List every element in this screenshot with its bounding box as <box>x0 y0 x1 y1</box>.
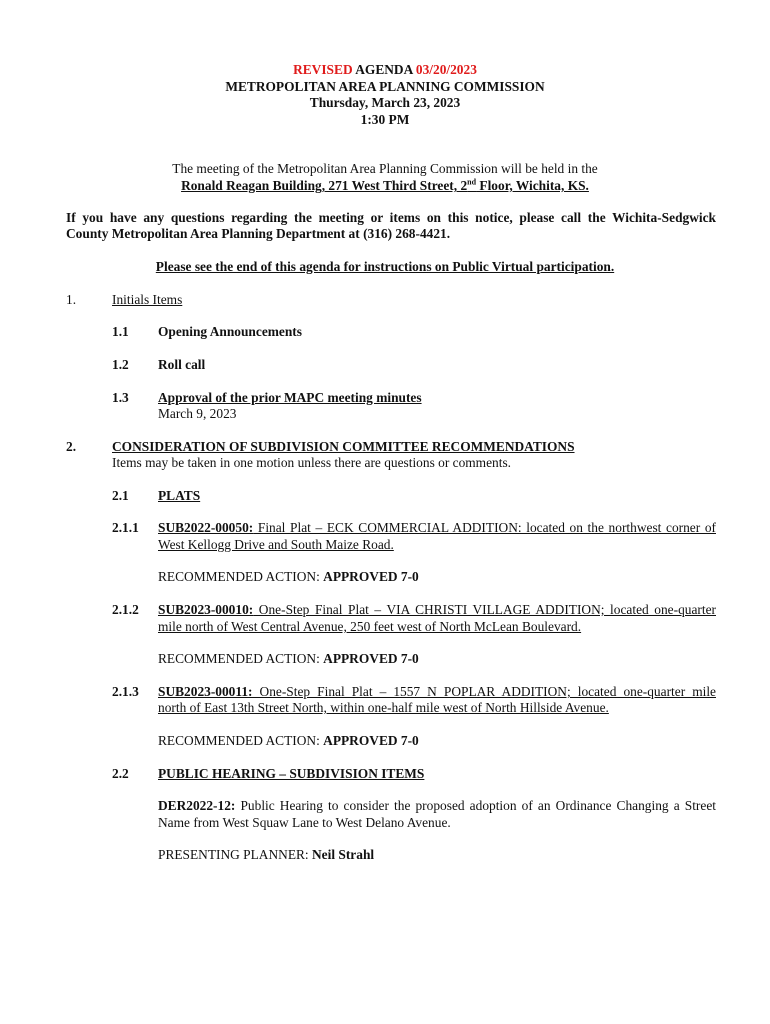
presenting-planner <box>158 847 716 864</box>
item-2-2-number: 2.2 <box>112 766 129 781</box>
questions-line-1: If you have any questions regarding the meeting or items on this notice, please call the Wichita-Sedgwick <box>66 210 716 225</box>
case-description: One-Step Final Plat – VIA CHRISTI VILLAGE ADDITION; located one-quarter <box>253 602 716 617</box>
agenda-heading <box>0 62 770 79</box>
planner-label: PRESENTING PLANNER: <box>158 847 312 862</box>
item-2-1-2-line-2: mile north of West Central Avenue, 250 feet west of North McLean Boulevard. <box>158 619 582 634</box>
hearing-line-1 <box>158 798 716 815</box>
case-description: Final Plat – ECK COMMERCIAL ADDITION: located on the northwest corner of <box>253 520 716 535</box>
item-2-1-1-number: 2.1.1 <box>112 520 139 535</box>
action-value: APPROVED 7-0 <box>323 733 419 748</box>
item-2-1-3-line-2: north of East 13th Street North, within one-half mile west of North Hillside Avenue. <box>158 700 609 715</box>
questions-line-2: County Metropolitan Area Planning Department at (316) 268-4421. <box>66 226 451 241</box>
item-1-2-title: Roll call <box>158 357 206 372</box>
item-2-1-1-line-2: West Kellogg Drive and South Maize Road. <box>158 537 394 552</box>
case-description: One-Step Final Plat – 1557 N POPLAR ADDITION; located one-quarter mile <box>252 684 716 699</box>
action-label: RECOMMENDED ACTION: <box>158 651 324 666</box>
action-value: APPROVED 7-0 <box>323 651 419 666</box>
item-2-1-2-action <box>158 651 716 668</box>
floor-suffix: nd <box>467 177 477 187</box>
action-label: RECOMMENDED ACTION: <box>158 733 324 748</box>
item-1-2-number: 1.2 <box>112 357 129 372</box>
meeting-time: 1:30 PM <box>360 112 410 127</box>
section-2-note: Items may be taken in one motion unless there are questions or comments. <box>112 455 512 470</box>
item-1-1-title: Opening Announcements <box>158 324 302 339</box>
action-label: RECOMMENDED ACTION: <box>158 569 324 584</box>
item-2-1-3-action <box>158 733 716 750</box>
item-2-1-number: 2.1 <box>112 488 129 503</box>
commission-name: METROPOLITAN AREA PLANNING COMMISSION <box>225 79 545 94</box>
action-value: APPROVED 7-0 <box>323 569 419 584</box>
planner-name: Neil Strahl <box>312 847 375 862</box>
revised-label: REVISED <box>293 62 353 77</box>
hearing-line-2: Name from West Squaw Lane to West Delano Avenue. <box>158 815 451 830</box>
location-address: Ronald Reagan Building, 271 West Third Street, 2 <box>181 178 468 193</box>
section-2-title: CONSIDERATION OF SUBDIVISION COMMITTEE RECOMMENDATIONS <box>112 439 575 454</box>
item-2-1-3-line-1 <box>158 684 716 701</box>
item-2-1-3-number: 2.1.3 <box>112 684 139 699</box>
item-1-1-number: 1.1 <box>112 324 129 339</box>
item-1-3-number: 1.3 <box>112 390 129 405</box>
meeting-date: Thursday, March 23, 2023 <box>309 95 461 110</box>
revised-date: 03/20/2023 <box>415 62 477 77</box>
item-2-2-title: PUBLIC HEARING – SUBDIVISION ITEMS <box>158 766 425 781</box>
item-2-1-1-line-1 <box>158 520 716 537</box>
item-2-1-2-line-1 <box>158 602 716 619</box>
section-2-number: 2. <box>66 439 77 454</box>
item-2-1-title: PLATS <box>158 488 201 503</box>
hearing-case-number: DER2022-12: <box>158 798 236 813</box>
item-1-3-title: Approval of the prior MAPC meeting minutes <box>158 390 422 405</box>
location-city: Floor, Wichita, KS. <box>476 178 589 193</box>
location-intro: The meeting of the Metropolitan Area Planning Commission will be held in the <box>172 161 598 176</box>
section-1-title: Initials Items <box>112 292 183 307</box>
hearing-description: Public Hearing to consider the proposed adoption of an Ordinance Changing a Street <box>235 798 716 813</box>
section-1-number: 1. <box>66 292 77 307</box>
agenda-label: AGENDA <box>355 62 413 77</box>
case-number: SUB2023-00011: <box>158 684 253 699</box>
item-2-1-2-number: 2.1.2 <box>112 602 139 617</box>
virtual-participation-notice: Please see the end of this agenda for instructions on Public Virtual participation. <box>155 259 615 274</box>
item-1-3-detail: March 9, 2023 <box>158 406 237 421</box>
case-number: SUB2022-00050: <box>158 520 254 535</box>
item-2-1-1-action <box>158 569 716 586</box>
case-number: SUB2023-00010: <box>158 602 254 617</box>
meeting-location <box>0 178 770 195</box>
